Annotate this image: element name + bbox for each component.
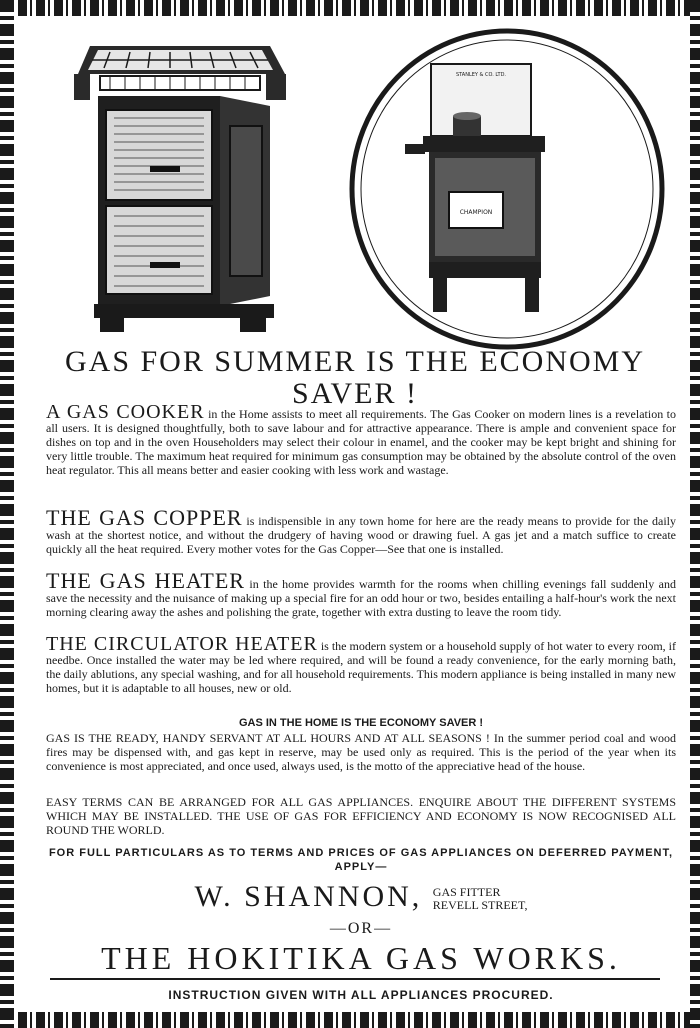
headline-line-1: GAS FOR SUMMER IS THE ECONOMY <box>64 345 646 378</box>
circulator-lead: THE CIRCULATOR HEATER <box>46 633 318 655</box>
decorative-border-left <box>0 0 14 1028</box>
or-separator: —OR— <box>329 920 393 937</box>
cooker-paragraph <box>46 401 677 477</box>
copper-paragraph <box>46 505 677 556</box>
particulars-paragraph: FOR FULL PARTICULARS AS TO TERMS AND PRICES OF GAS APPLIANCES ON DEFERRED PAYMENT, APPLY— <box>48 847 674 873</box>
circulator-paragraph <box>46 633 677 695</box>
circulator-text: is the modern system or a household supply of hot water to every room, if needbe. Once installed the water may be led where required, and will be found a ready convenience, for the early morning bath, the daily ablutions, any special washing, and for all household requirements. This modern appliance is being installed in many new homes, but it is adaptable to all houses, new or old. <box>46 639 677 695</box>
gas-copper-illustration <box>345 24 670 354</box>
shannon-role: GAS FITTER <box>432 885 501 900</box>
servant-paragraph <box>46 731 676 773</box>
shannon-address: REVELL STREET, <box>432 898 528 913</box>
stove-nameplate: CHAMPION <box>459 209 493 216</box>
cooker-text: in the Home assists to meet all requirements. The Gas Cooker on modern lines is a revelation to all users. It is designed thoughtfully, both to save labour and for attractive appearance. There is ample and convenient space for dishes on top and in the oven Householders may select their colour in enamel, and the cooker may be kept bright and shining for very little trouble. The maximum heat required for minimum gas consumption may be obtained by the absolute control of the oven heat regulator. This all means better and easier cooking with less work and wastage. <box>46 407 677 477</box>
heater-text: in the home provides warmth for the rooms when chilling evenings fall suddenly and save the necessity and the nuisance of making up a special fire for an odd hour or two, besides entailing a half-hour's work the next morning clearing away the ashes and polishing the grate, together with extra dusting to leave the room tidy. <box>46 577 677 619</box>
headline-line-2: SAVER ! <box>292 377 418 410</box>
divider-rule <box>50 978 660 980</box>
decorative-border-bottom <box>0 1012 700 1028</box>
heater-paragraph <box>46 568 677 619</box>
copper-text: is indispensible in any town home for here are the ready means to provide for the daily wash at the shortest notice, and without the drudgery of having wood or drawing fuel. A gas jet and a match suffice to create quickly all the heat required. Every mother votes for the Gas Copper—See that one is installed. <box>46 514 677 556</box>
cooker-lead: A GAS COOKER <box>46 401 205 423</box>
shannon-block <box>46 880 676 914</box>
heater-lead: THE GAS HEATER <box>46 568 245 593</box>
shannon-name: W. SHANNON, <box>194 880 423 913</box>
economy-heading: GAS IN THE HOME IS THE ECONOMY SAVER ! <box>238 717 484 729</box>
copper-lead: THE GAS COPPER <box>46 505 243 530</box>
instruction-line: INSTRUCTION GIVEN WITH ALL APPLIANCES PROCURED. <box>168 988 554 1002</box>
decorative-border-top <box>0 0 700 16</box>
servant-lead: GAS IS THE READY, HANDY SERVANT AT ALL HOURS AND AT ALL SEASONS ! <box>46 731 490 745</box>
easy-terms-paragraph: EASY TERMS CAN BE ARRANGED FOR ALL GAS APPLIANCES. ENQUIRE ABOUT THE DIFFERENT SYSTEMS WHICH MAY BE INSTALLED. THE USE OF GAS FOR EFFICIENCY AND ECONOMY IS NOW RECOGNISED ALL ROUND THE WORLD. <box>46 795 676 837</box>
decorative-border-right <box>690 0 700 1028</box>
gasworks-name: THE HOKITIKA GAS WORKS. <box>101 940 621 976</box>
kettle-box-label: STANLEY & CO. LTD. <box>455 72 507 78</box>
gas-cooker-illustration <box>70 26 300 338</box>
servant-text: In the summer period coal and wood fires may be dispensed with, and gas kept in reserve, may be used only as required. This is the period of the year when its convenience is most appreciated, and once used, always used, is the motto of the appreciative head of the house. <box>46 731 677 773</box>
